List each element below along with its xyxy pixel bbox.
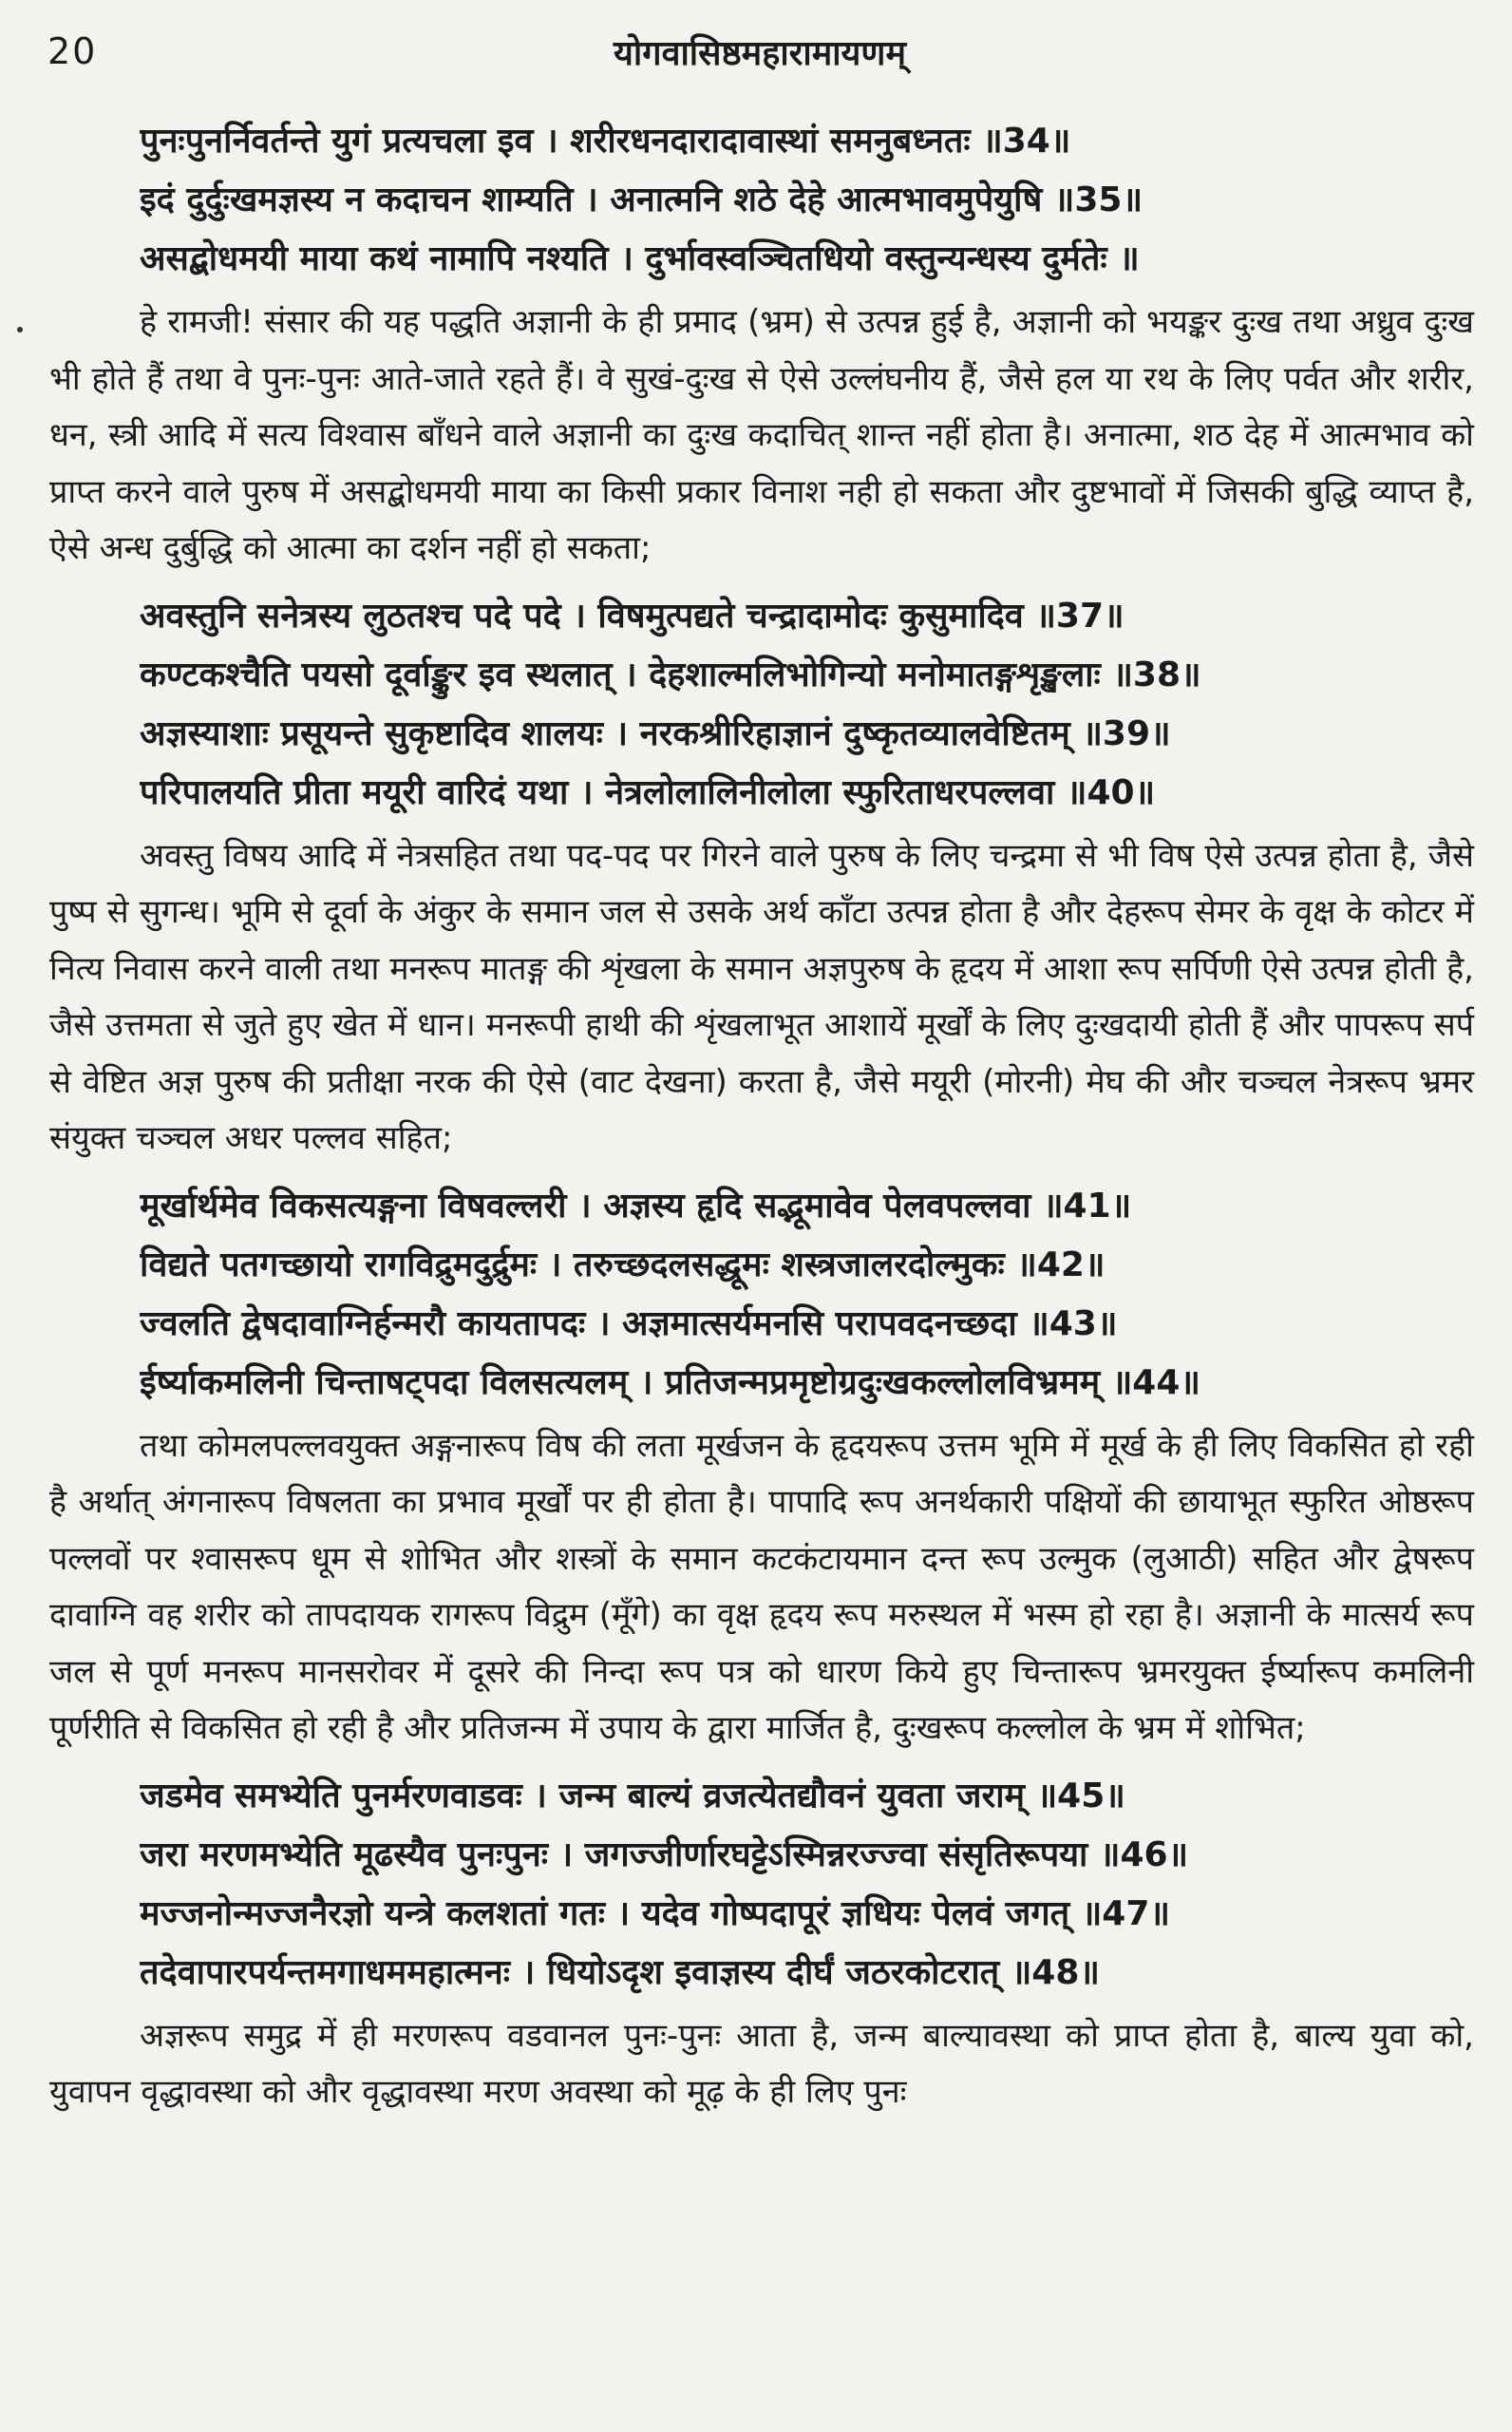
page-header: [47, 27, 1472, 84]
verse-line: पुनःपुनर्निवर्तन्ते युगं प्रत्यचला इव । शरीरधनदारादावास्थां समनुबध्नतः ॥34॥: [140, 122, 1071, 161]
translation-paragraph: [49, 1418, 1474, 1758]
verse-line: ज्वलति द्वेषदावाग्निर्हन्मरौ कायतापदः । अज्ञमात्सर्यमनसि परापवदनच्छदा ॥43॥: [140, 1303, 1118, 1343]
verse-line: विद्यते पतगच्छायो रागविद्रुमदुर्द्रुमः । तरुच्छदलसद्धूमः शस्त्रजालरदोल्मुकः ॥42॥: [140, 1244, 1106, 1284]
translation-paragraph: [49, 828, 1474, 1168]
verse-line: ईर्ष्याकमलिनी चिन्ताषट्पदा विलसत्यलम् । प्रतिजन्मप्रमृष्टोग्रदुःखकल्लोलविभ्रमम् ॥44॥: [140, 1362, 1200, 1402]
verse-line: मूर्खार्थमेव विकसत्यङ्गना विषवल्लरी । अज्ञस्य हृदि सद्भूमावेव पेलवपल्लवा ॥41॥: [140, 1186, 1132, 1226]
translation-paragraph: [49, 294, 1474, 578]
verse-line: कण्टकश्चैति पयसो दूर्वाङ्कुर इव स्थलात् । देहशाल्मलिभोगिन्यो मनोमातङ्गशृङ्खलाः ॥38॥: [140, 655, 1201, 694]
verse-line: जडमेव समभ्येति पुनर्मरणवाडवः । जन्म बाल्यं व्रजत्येतद्यौवनं युवता जराम् ॥45॥: [140, 1776, 1125, 1815]
verse-line: मज्जनोन्मज्जनैरज्ञो यन्त्रे कलशतां गतः । यदेव गोष्पदापूरं ज्ञधियः पेलवं जगत् ॥47॥: [140, 1893, 1170, 1933]
page-number: 20: [47, 30, 98, 72]
translation-paragraph: [49, 2008, 1474, 2121]
verse-line: इदं दुर्दुःखमज्ञस्य न कदाचन शाम्यति । अनात्मनि शठे देहे आत्मभावमुपेयुषि ॥35॥: [140, 180, 1143, 219]
paragraph-text: तथा कोमलपल्लवयुक्त अङ्गनारूप विष की लता मूर्खजन के हृदयरूप उत्तम भूमि में मूर्ख के ही लिए विकसित हो रही है अर्थात् अंगनारूप विषलता का प्रभाव मूर्खों पर ही होता है। पापादि रूप अनर्थकारी पक्षियों की छायाभूत स्फुरित ओष्ठरूप पल्लवों पर श्वासरूप धूम से शोभित और शस्त्रों के समान कटकंटायमान दन्त रूप उल्मुक (लुआठी) सहित और द्वेषरूप दावाग्नि वह शरीर को तापदायक रागरूप विद्रुम (मूँगे) का वृक्ष हृदय रूप मरुस्थल में भस्म हो रहा है। अज्ञानी के मात्सर्य रूप जल से पूर्ण मनरूप मानसरोवर में दूसरे की निन्दा रूप पत्र को धारण किये हुए चिन्तारूप भ्रमरयुक्त ईर्ष्यारूप कमलिनी पूर्णरीति से विकसित हो रही है और प्रतिजन्म में उपाय के द्वारा मार्जित है, दुःखरूप कल्लोल के भ्रम में शोभित;: [49, 1426, 1474, 1747]
verse-line: तदेवापारपर्यन्तमगाधममहात्मनः । धियोऽदृश इवाज्ञस्य दीर्घं जठरकोटरात् ॥48॥: [140, 1952, 1100, 1992]
verse-line: असद्बोधमयी माया कथं नामापि नश्यति । दुर्भावस्वञ्चितधियो वस्तुन्यन्धस्य दुर्मतेः ॥: [140, 239, 1140, 278]
page-body: [49, 112, 1474, 2131]
paragraph-text: हे रामजी! संसार की यह पद्धति अज्ञानी के ही प्रमाद (भ्रम) से उत्पन्न हुई है, अज्ञानी को भयङ्कर दुःख तथा अध्रुव दुःख भी होते हैं तथा वे पुनः-पुनः आते-जाते रहते हैं। वे सुखं-दुःख से ऐसे उल्लंघनीय हैं, जैसे हल या रथ के लिए पर्वत और शरीर, धन, स्त्री आदि में सत्य विश्वास बाँधने वाले अज्ञानी का दुःख कदाचित् शान्त नहीं होता है। अनात्मा, शठ देह में आत्मभाव को प्राप्त करने वाले पुरुष में असद्बोधमयी माया का किसी प्रकार विनाश नही हो सकता और दुष्टभावों में जिसकी बुद्धि व्याप्त है, ऐसे अन्ध दुर्बुद्धि को आत्मा का दर्शन नहीं हो सकता;: [49, 303, 1474, 567]
verse-line: अज्ञस्याशाः प्रसूयन्ते सुकृष्टादिव शालयः । नरकश्रीरिहाज्ञानं दुष्कृतव्यालवेष्टितम् ॥39॥: [140, 713, 1171, 753]
verse-block: [49, 587, 1474, 823]
verse-block: [49, 1767, 1474, 2003]
verse-block: [49, 1177, 1474, 1413]
paragraph-text: अज्ञरूप समुद्र में ही मरणरूप वडवानल पुनः-पुनः आता है, जन्म बाल्यावस्था को प्राप्त होता है, बाल्य युवा को, युवापन वृद्धावस्था को और वृद्धावस्था मरण अवस्था को मूढ़ के ही लिए पुनः: [49, 2016, 1474, 2111]
verse-line: परिपालयति प्रीता मयूरी वारिदं यथा । नेत्रलोलालिनीलोला स्फुरिताधरपल्लवा ॥40॥: [140, 772, 1156, 812]
running-title: योगवासिष्ठमहारामायणम्: [614, 34, 906, 73]
verse-line: जरा मरणमभ्येति मूढस्यैव पुनःपुनः । जगज्जीर्णारघट्टेऽस्मिन्नरज्ज्वा संसृतिरूपया ॥46॥: [140, 1834, 1189, 1874]
verse-line: अवस्तुनि सनेत्रस्य लुठतश्च पदे पदे । विषमुत्पद्यते चन्द्रादामोदः कुसुमादिव ॥37॥: [140, 596, 1125, 636]
paragraph-text: अवस्तु विषय आदि में नेत्रसहित तथा पद-पद पर गिरने वाले पुरुष के लिए चन्द्रमा से भी विष ऐसे उत्पन्न होता है, जैसे पुष्प से सुगन्ध। भूमि से दूर्वा के अंकुर के समान जल से उसके अर्थ काँटा उत्पन्न होता है और देहरूप सेमर के वृक्ष के कोटर में नित्य निवास करने वाली तथा मनरूप मातङ्ग की शृंखला के समान अज्ञपुरुष के हृदय में आशा रूप सर्पिणी ऐसे उत्पन्न होती है, जैसे उत्तमता से जुते हुए खेत में धान। मनरूपी हाथी की शृंखलाभूत आशायें मूर्खों के लिए दुःखदायी होती हैं और पापरूप सर्प से वेष्टित अज्ञ पुरुष की प्रतीक्षा नरक की ऐसे (वाट देखना) करता है, जैसे मयूरी (मोरनी) मेघ की और चञ्चल नेत्ररूप भ्रमर संयुक्त चञ्चल अधर पल्लव सहित;: [49, 836, 1474, 1157]
verse-block: [49, 112, 1474, 289]
margin-dot: [17, 327, 23, 332]
